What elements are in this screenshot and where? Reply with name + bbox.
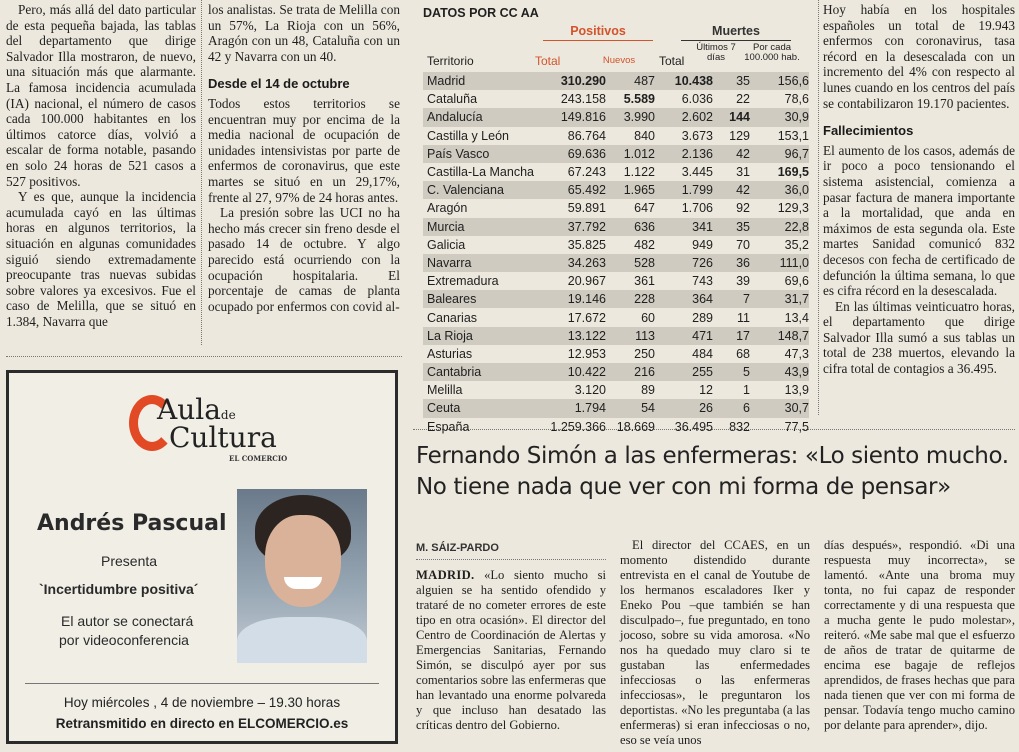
cell-territory: La Rioja (427, 328, 473, 343)
table-row (423, 218, 809, 236)
logo-brand: EL COMERCIO (229, 454, 288, 463)
ad-divider (25, 683, 379, 684)
paragraph: El aumento de los casos, además de ir poco a poco tensionando el sistema asistencial, comienza a pasar factura de manera importante a la mortalidad, que anda en máximos de esta segunda ola. Este martes Sanidad comunicó 832 decesos con fecha de certificado de defunción la última semana, lo que es cifra récord en la desescalada. (823, 142, 1015, 299)
table-row (423, 381, 809, 399)
article-column-4 (823, 2, 1015, 377)
cell-value: 42 (736, 183, 750, 198)
cell-value: 13.122 (567, 328, 606, 343)
cell-value: 3.673 (681, 128, 713, 143)
column-divider (201, 0, 202, 345)
cell-territory: Galicia (427, 237, 466, 252)
cell-value: 3.445 (681, 165, 713, 180)
header-por-100k: Por cada 100.000 hab. (744, 42, 800, 63)
cell-value: 17 (736, 328, 750, 343)
article-column-1 (6, 2, 196, 329)
table-row (423, 254, 809, 272)
cell-value: 30,9 (784, 110, 809, 125)
cell-territory: C. Valenciana (427, 183, 504, 198)
logo-word-aula: Aula (157, 393, 221, 426)
cell-value: 487 (634, 74, 655, 89)
event-date: Hoy miércoles , 4 de noviembre – 19.30 horas (63, 695, 341, 710)
article-column-2 (208, 2, 400, 314)
paragraph: Y es que, aunque la incidencia acumulada cayó en las últimas horas en algunos territorios, la situación en algunas comunidades siguió siendo extremadamente preocupante tras nuevas subidas sobre valores ya excesivos. Fue el caso de Melilla, que se situó en 1.384, Navarra que (6, 189, 196, 329)
table-row (423, 290, 809, 308)
cell-value: 1.122 (623, 165, 655, 180)
cell-value: 153,1 (777, 128, 809, 143)
cell-value: 636 (634, 219, 655, 234)
cell-territory: Murcia (427, 219, 465, 234)
cell-value: 743 (692, 274, 713, 289)
cell-territory: Castilla-La Mancha (427, 165, 534, 180)
cell-value: 3.990 (623, 110, 655, 125)
paragraph: El director del CCAES, en un momento distendido durante entrevista en el canal de Youtube de los hermanos escaladores Iker y Eneko Pou –que también se han disculpado–, fue preguntado, en tono jocoso, sobre su vida amorosa. «No nos ha quedado muy claro si te gustaban las enfermedades infecciosas o las enfermeras infecciosas», le preguntaron los deportistas. «No les preguntaba (a las enfermeras) si eran infecciosas o no, eso se veía unos (620, 538, 810, 747)
cell-value: 149.816 (560, 110, 606, 125)
cell-value: 482 (634, 237, 655, 252)
cell-value: 5 (743, 365, 750, 380)
cell-value: 10.438 (674, 74, 713, 89)
cell-value: 6.036 (681, 92, 713, 107)
cell-value: 39 (736, 274, 750, 289)
cell-value: 34.263 (567, 255, 606, 270)
cell-territory: Extremadura (427, 274, 499, 289)
cell-value: 69.636 (567, 146, 606, 161)
cell-value: 250 (634, 346, 655, 361)
cell-value: 35 (736, 219, 750, 234)
cell-value: 129,3 (777, 201, 809, 216)
cell-value: 144 (729, 110, 750, 125)
cell-value: 1 (743, 383, 750, 398)
table-title: DATOS POR CC AA (423, 6, 539, 20)
byline-divider (416, 559, 606, 560)
cell-value: 54 (641, 401, 655, 416)
table-row (423, 163, 809, 181)
cell-value: 86.764 (567, 128, 606, 143)
cell-value: 96,7 (784, 146, 809, 161)
note-line-1: El autor se conectará (61, 613, 194, 629)
event-stream: Retransmitido en directo en ELCOMERCIO.es (55, 716, 349, 731)
table-row (423, 108, 809, 126)
cell-value: 92 (736, 201, 750, 216)
cell-value: 59.891 (567, 201, 606, 216)
table-row (423, 199, 809, 217)
cell-value: 647 (634, 201, 655, 216)
cell-value: 111,0 (779, 255, 809, 270)
cell-value: 68 (736, 346, 750, 361)
cell-value: 10.422 (567, 365, 606, 380)
cell-territory: Cataluña (427, 92, 478, 107)
table-row (423, 363, 809, 381)
table-row (423, 90, 809, 108)
header-total-positivos: Total (535, 54, 561, 68)
cell-value: 156,6 (777, 74, 809, 89)
cell-value: 17.672 (567, 310, 606, 325)
cell-value: 2.602 (681, 110, 713, 125)
cell-value: 12.953 (567, 346, 606, 361)
cell-value: 113 (635, 328, 655, 343)
paragraph: La presión sobre las UCI no ha hecho más crecer sin freno desde el pasado 14 de octubre. Y algo parecido está ocurriendo con la ocupación hospitalaria. El porcentaje de camas de planta ocupado por enfermos con covid al- (208, 205, 400, 314)
cell-value: 310.290 (560, 74, 606, 89)
aula-de-cultura-ad (6, 370, 398, 744)
cell-value: 1.799 (681, 183, 713, 198)
cell-value: 169,5 (777, 165, 809, 180)
cell-value: 22,8 (784, 219, 809, 234)
cell-value: 18.669 (616, 419, 655, 434)
paragraph: En las últimas veinticuatro horas, el departamento que dirige Salvador Illa sumó a sus tablas un total de 238 muertos, elevando la cifra total de contagios a 36.495. (823, 298, 1015, 377)
cell-value: 67.243 (567, 165, 606, 180)
covid-data-table (413, 0, 815, 434)
table-row (423, 308, 809, 326)
cell-value: 47,3 (784, 346, 809, 361)
header-total-muertes: Total (659, 54, 685, 68)
cell-value: 1.706 (681, 201, 713, 216)
cell-value: 471 (692, 328, 713, 343)
cell-territory: Castilla y León (427, 128, 509, 143)
cell-value: 255 (692, 365, 713, 380)
author-name: Andrés Pascual (37, 511, 227, 536)
story-headline: Fernando Simón a las enfermeras: «Lo siento mucho. No tiene nada que ver con mi forma de pensar» (416, 443, 1009, 500)
table-row (423, 181, 809, 199)
logo-word-de: de (220, 408, 236, 422)
cell-value: 726 (692, 255, 713, 270)
cell-value: 11 (737, 310, 750, 325)
cell-value: 78,6 (784, 92, 809, 107)
cell-value: 216 (634, 365, 655, 380)
cell-value: 1.965 (623, 183, 655, 198)
cell-value: 20.967 (567, 274, 606, 289)
story-byline: M. SÁIZ-PARDO (416, 542, 499, 554)
cell-value: 484 (692, 346, 713, 361)
table-row (423, 127, 809, 145)
cell-value: 36,0 (784, 183, 809, 198)
subheading-fallecimientos: Fallecimientos (823, 123, 914, 139)
cell-value: 341 (692, 219, 713, 234)
header-nuevos: Nuevos (602, 55, 636, 66)
header-ultimos-7-dias: Últimos 7 días (696, 42, 736, 63)
cell-territory: Aragón (427, 201, 468, 216)
cell-value: 77,5 (784, 419, 809, 434)
table-row (423, 345, 809, 363)
cell-territory: Andalucía (427, 110, 483, 125)
cell-value: 60 (641, 310, 655, 325)
table-row (423, 327, 809, 345)
cell-value: 228 (634, 292, 655, 307)
cell-value: 840 (634, 128, 655, 143)
cell-value: 22 (736, 92, 750, 107)
cell-value: 832 (729, 419, 750, 434)
aula-de-cultura-logo (129, 391, 299, 461)
cell-value: 1.259.366 (550, 419, 606, 434)
table-row (423, 418, 809, 436)
cell-value: 361 (634, 274, 655, 289)
cell-value: 19.146 (567, 292, 606, 307)
cell-value: 129 (729, 128, 750, 143)
table-row (423, 236, 809, 254)
cell-territory: Cantabria (427, 365, 482, 380)
cell-value: 65.492 (567, 183, 606, 198)
cell-territory: Asturias (427, 346, 473, 361)
cell-value: 6 (743, 401, 750, 416)
cell-value: 3.120 (574, 383, 606, 398)
story-column-1 (416, 568, 606, 733)
subheading-desde-14-octubre: Desde el 14 de octubre (208, 76, 350, 92)
cell-value: 148,7 (777, 328, 809, 343)
cell-value: 36 (736, 255, 750, 270)
cell-value: 30,7 (784, 401, 809, 416)
cell-value: 243.158 (560, 92, 606, 107)
paragraph: Hoy había en los hospitales españoles un total de 19.943 enfermos con coronavirus, tasa récord en la desescalada con un incremento del 4% con respecto al lunes cuando en los centros del país se contabilizaron 19.170 pacientes. (823, 2, 1015, 111)
cell-territory: Baleares (427, 292, 477, 307)
paragraph: Todos estos territorios se encuentran muy por encima de la media nacional de ocupación de unidades intensivistas por parte de enfermos de coronavirus, que este martes se situó en un 29,17%, frente al 27, 97% de 24 horas antes. (208, 95, 400, 205)
cell-value: 31 (736, 165, 750, 180)
cell-value: 69,6 (784, 274, 809, 289)
book-title: `Incertidumbre positiva´ (39, 581, 199, 597)
cell-value: 35.825 (567, 237, 606, 252)
presenta-label: Presenta (101, 553, 158, 569)
cell-value: 43,9 (784, 365, 809, 380)
cell-value: 35,2 (784, 237, 809, 252)
table-row (423, 272, 809, 290)
logo-word-cultura: Cultura (169, 421, 277, 454)
cell-value: 13,4 (784, 310, 809, 325)
cell-value: 36.495 (674, 419, 713, 434)
cell-value: 26 (699, 401, 713, 416)
header-group-muertes: Muertes (671, 24, 801, 38)
cell-value: 42 (736, 146, 750, 161)
cell-value: 1.012 (623, 146, 655, 161)
story-column-2 (620, 538, 810, 748)
cell-territory: Melilla (427, 383, 463, 398)
table-body (423, 72, 809, 436)
cell-value: 289 (692, 310, 713, 325)
cell-territory: Navarra (427, 255, 472, 270)
cell-territory: País Vasco (427, 146, 490, 161)
header-group-positivos: Positivos (533, 24, 663, 38)
cell-value: 70 (736, 237, 750, 252)
cell-territory: Canarias (427, 310, 478, 325)
cell-value: 37.792 (567, 219, 606, 234)
cell-value: 12 (699, 383, 713, 398)
table-row (423, 399, 809, 417)
table-row (423, 145, 809, 163)
paragraph: los analistas. Se trata de Melilla con un 57%, La Rioja con un 56%, Aragón con un 48, Cataluña con un 42 y Navarra con un 40. (208, 2, 400, 64)
story-column-3 (824, 538, 1015, 733)
cell-value: 31,7 (784, 292, 809, 307)
cell-territory: España (427, 419, 470, 434)
cell-territory: Madrid (427, 74, 466, 89)
cell-value: 89 (641, 383, 655, 398)
story-dateline: MADRID. (416, 568, 475, 582)
cell-value: 13,9 (784, 383, 809, 398)
section-divider (6, 356, 402, 357)
paragraph: Pero, más allá del dato particular de esta pequeña bajada, las tablas del departamento que dirige Salvador Illa mostraron, de nuevo, una situación más que alarmante. La famosa incidencia acumulada (IA) nacional, el número de casos cada 100.000 habitantes en los últimos catorce días, volvió a escalar de forma notable, pasando en solo 24 horas de 521 casos a 527 positivos. (6, 2, 196, 189)
paragraph: «Lo siento mucho si alguien se ha sentido ofendido y trataré de no cometer errores de este tipo en otra ocasión». El director del Centro de Coordinación de Alertas y Emergencias Sanitarias, Fernando Simón, se disculpó ayer por sus comentarios sobre las enfermeras que han levantado una enorme polvareda y que incluso han desatado las críticas dentro del Gobierno. (416, 568, 606, 732)
column-divider (818, 0, 819, 415)
cell-territory: Ceuta (427, 401, 461, 416)
cell-value: 1.794 (574, 401, 606, 416)
cell-value: 949 (692, 237, 713, 252)
cell-value: 7 (743, 292, 750, 307)
paragraph: días después», respondió. «Di una respuesta muy incorrecta», se lamentó. «Ante una broma muy tonta, no fui capaz de responder correctamente y di una respuesta que a mucha gente le pudo molestar», reiteró. «Me sabe mal que el esfuerzo de años de tratar de quitarme de encima ese bagaje de reflejos aprendidos, de frases hechas que para nada tienen que ver con mi forma de pensar. Todavía tengo mucho camino por delante para aprender», dijo. (824, 538, 1015, 732)
author-photo (237, 489, 367, 663)
table-row (423, 72, 809, 90)
cell-value: 35 (736, 74, 750, 89)
cell-value: 2.136 (681, 146, 713, 161)
cell-value: 5.589 (623, 92, 655, 107)
cell-value: 364 (692, 292, 713, 307)
note-line-2: por videoconferencia (59, 632, 189, 648)
header-territorio: Territorio (427, 54, 474, 68)
cell-value: 528 (634, 255, 655, 270)
